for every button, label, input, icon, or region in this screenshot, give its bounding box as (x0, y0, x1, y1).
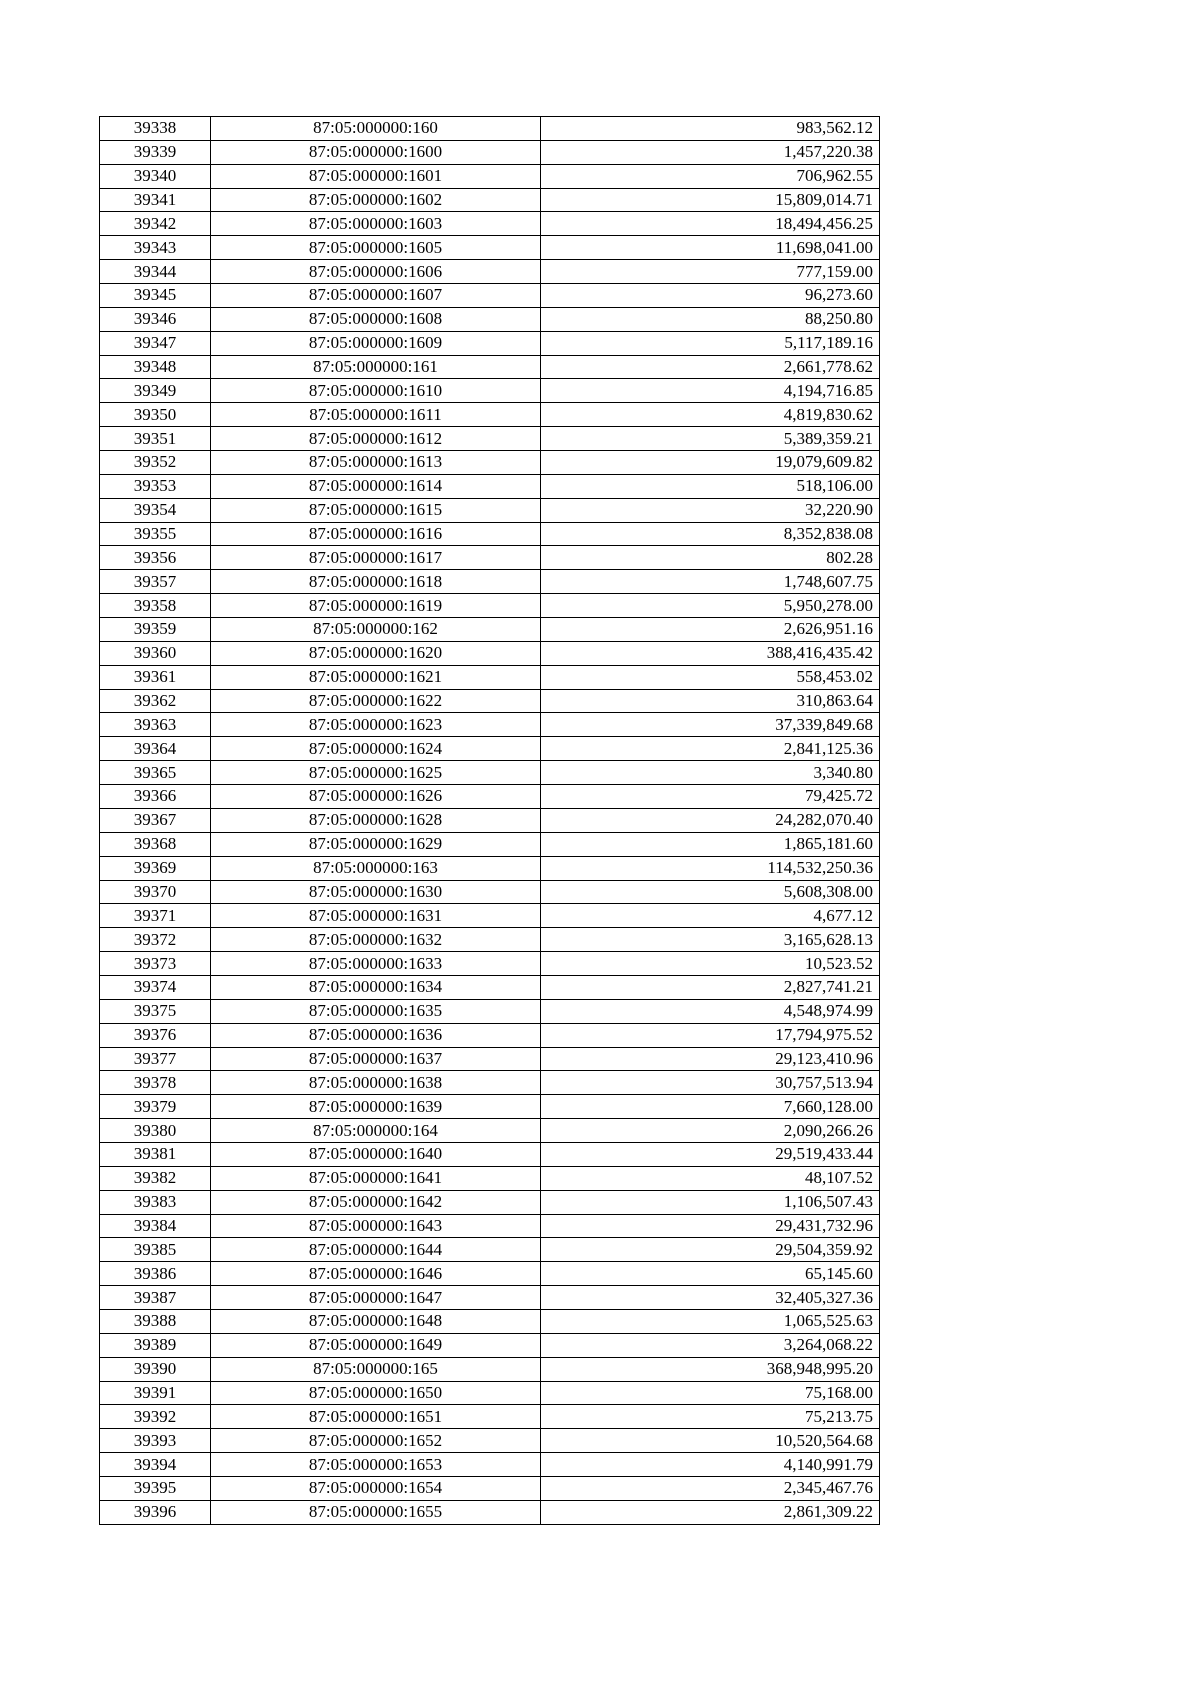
cadastral-number-cell: 87:05:000000:1647 (211, 1286, 541, 1310)
cadastral-value-cell: 4,140,991.79 (541, 1453, 880, 1477)
table-row (100, 379, 880, 403)
cadastral-value-cell: 96,273.60 (541, 284, 880, 308)
table-row (100, 474, 880, 498)
cadastral-value-cell: 29,519,433.44 (541, 1142, 880, 1166)
cadastral-value-cell: 114,532,250.36 (541, 856, 880, 880)
table-row (100, 140, 880, 164)
cadastral-value-cell: 4,194,716.85 (541, 379, 880, 403)
table-row (100, 665, 880, 689)
cadastral-number-cell: 87:05:000000:1616 (211, 522, 541, 546)
cadastral-value-cell: 32,220.90 (541, 498, 880, 522)
cadastral-value-cell: 388,416,435.42 (541, 641, 880, 665)
cadastral-value-table (99, 116, 880, 1525)
cadastral-number-cell: 87:05:000000:1649 (211, 1333, 541, 1357)
cadastral-value-cell: 5,950,278.00 (541, 594, 880, 618)
cadastral-number-cell: 87:05:000000:1621 (211, 665, 541, 689)
cadastral-value-cell: 3,340.80 (541, 761, 880, 785)
row-number-cell: 39373 (100, 952, 211, 976)
row-number-cell: 39376 (100, 1023, 211, 1047)
table-row (100, 1071, 880, 1095)
row-number-cell: 39358 (100, 594, 211, 618)
row-number-cell: 39365 (100, 761, 211, 785)
cadastral-value-cell: 7,660,128.00 (541, 1095, 880, 1119)
cadastral-number-cell: 87:05:000000:1602 (211, 188, 541, 212)
table-row (100, 1309, 880, 1333)
row-number-cell: 39384 (100, 1214, 211, 1238)
row-number-cell: 39344 (100, 260, 211, 284)
cadastral-value-cell: 558,453.02 (541, 665, 880, 689)
table-row (100, 570, 880, 594)
cadastral-value-cell: 2,345,467.76 (541, 1476, 880, 1500)
cadastral-number-cell: 87:05:000000:1623 (211, 713, 541, 737)
row-number-cell: 39396 (100, 1500, 211, 1524)
cadastral-number-cell: 87:05:000000:1632 (211, 928, 541, 952)
cadastral-number-cell: 87:05:000000:1650 (211, 1381, 541, 1405)
cadastral-number-cell: 87:05:000000:1622 (211, 689, 541, 713)
cadastral-value-cell: 310,863.64 (541, 689, 880, 713)
row-number-cell: 39355 (100, 522, 211, 546)
cadastral-number-cell: 87:05:000000:1612 (211, 427, 541, 451)
cadastral-value-cell: 1,065,525.63 (541, 1309, 880, 1333)
table-row (100, 594, 880, 618)
row-number-cell: 39387 (100, 1286, 211, 1310)
row-number-cell: 39347 (100, 331, 211, 355)
cadastral-value-cell: 8,352,838.08 (541, 522, 880, 546)
row-number-cell: 39392 (100, 1405, 211, 1429)
table-row (100, 260, 880, 284)
cadastral-value-cell: 4,548,974.99 (541, 999, 880, 1023)
row-number-cell: 39338 (100, 117, 211, 141)
cadastral-value-cell: 19,079,609.82 (541, 451, 880, 475)
table-row (100, 618, 880, 642)
table-row (100, 522, 880, 546)
row-number-cell: 39381 (100, 1142, 211, 1166)
cadastral-number-cell: 87:05:000000:163 (211, 856, 541, 880)
cadastral-value-cell: 2,626,951.16 (541, 618, 880, 642)
table-row (100, 236, 880, 260)
cadastral-value-cell: 5,608,308.00 (541, 880, 880, 904)
cadastral-number-cell: 87:05:000000:1607 (211, 284, 541, 308)
cadastral-number-cell: 87:05:000000:1636 (211, 1023, 541, 1047)
cadastral-number-cell: 87:05:000000:1630 (211, 880, 541, 904)
cadastral-value-cell: 18,494,456.25 (541, 212, 880, 236)
cadastral-number-cell: 87:05:000000:1655 (211, 1500, 541, 1524)
row-number-cell: 39368 (100, 832, 211, 856)
row-number-cell: 39343 (100, 236, 211, 260)
cadastral-number-cell: 87:05:000000:161 (211, 355, 541, 379)
row-number-cell: 39367 (100, 808, 211, 832)
cadastral-value-cell: 65,145.60 (541, 1262, 880, 1286)
table-row (100, 761, 880, 785)
cadastral-number-cell: 87:05:000000:1635 (211, 999, 541, 1023)
table-row (100, 331, 880, 355)
row-number-cell: 39366 (100, 785, 211, 809)
cadastral-number-cell: 87:05:000000:1644 (211, 1238, 541, 1262)
cadastral-value-cell: 368,948,995.20 (541, 1357, 880, 1381)
table-row (100, 188, 880, 212)
row-number-cell: 39356 (100, 546, 211, 570)
row-number-cell: 39385 (100, 1238, 211, 1262)
row-number-cell: 39375 (100, 999, 211, 1023)
cadastral-value-cell: 79,425.72 (541, 785, 880, 809)
table-row (100, 1333, 880, 1357)
cadastral-value-cell: 4,819,830.62 (541, 403, 880, 427)
cadastral-number-cell: 87:05:000000:1620 (211, 641, 541, 665)
cadastral-value-cell: 29,504,359.92 (541, 1238, 880, 1262)
cadastral-value-cell: 88,250.80 (541, 307, 880, 331)
table-row (100, 785, 880, 809)
table-row (100, 1476, 880, 1500)
cadastral-value-cell: 17,794,975.52 (541, 1023, 880, 1047)
cadastral-number-cell: 87:05:000000:1646 (211, 1262, 541, 1286)
cadastral-number-cell: 87:05:000000:1601 (211, 164, 541, 188)
cadastral-number-cell: 87:05:000000:1637 (211, 1047, 541, 1071)
cadastral-value-cell: 3,165,628.13 (541, 928, 880, 952)
cadastral-number-cell: 87:05:000000:162 (211, 618, 541, 642)
row-number-cell: 39348 (100, 355, 211, 379)
row-number-cell: 39345 (100, 284, 211, 308)
row-number-cell: 39350 (100, 403, 211, 427)
cadastral-value-cell: 24,282,070.40 (541, 808, 880, 832)
table-row (100, 713, 880, 737)
cadastral-number-cell: 87:05:000000:1643 (211, 1214, 541, 1238)
cadastral-number-cell: 87:05:000000:1641 (211, 1166, 541, 1190)
row-number-cell: 39349 (100, 379, 211, 403)
row-number-cell: 39342 (100, 212, 211, 236)
row-number-cell: 39390 (100, 1357, 211, 1381)
cadastral-number-cell: 87:05:000000:1606 (211, 260, 541, 284)
cadastral-number-cell: 87:05:000000:1626 (211, 785, 541, 809)
row-number-cell: 39377 (100, 1047, 211, 1071)
table-row (100, 1500, 880, 1524)
cadastral-number-cell: 87:05:000000:1614 (211, 474, 541, 498)
cadastral-number-cell: 87:05:000000:1605 (211, 236, 541, 260)
cadastral-number-cell: 87:05:000000:1610 (211, 379, 541, 403)
table-row (100, 284, 880, 308)
cadastral-number-cell: 87:05:000000:1654 (211, 1476, 541, 1500)
table-row (100, 975, 880, 999)
row-number-cell: 39395 (100, 1476, 211, 1500)
table-row (100, 808, 880, 832)
table-row (100, 1190, 880, 1214)
cadastral-number-cell: 87:05:000000:1608 (211, 307, 541, 331)
table-row (100, 117, 880, 141)
cadastral-value-cell: 777,159.00 (541, 260, 880, 284)
table-row (100, 546, 880, 570)
row-number-cell: 39372 (100, 928, 211, 952)
row-number-cell: 39391 (100, 1381, 211, 1405)
cadastral-number-cell: 87:05:000000:1613 (211, 451, 541, 475)
cadastral-number-cell: 87:05:000000:1600 (211, 140, 541, 164)
table-row (100, 1381, 880, 1405)
table-row (100, 427, 880, 451)
cadastral-value-cell: 29,431,732.96 (541, 1214, 880, 1238)
cadastral-value-cell: 2,661,778.62 (541, 355, 880, 379)
row-number-cell: 39386 (100, 1262, 211, 1286)
cadastral-value-cell: 1,106,507.43 (541, 1190, 880, 1214)
cadastral-number-cell: 87:05:000000:1648 (211, 1309, 541, 1333)
cadastral-number-cell: 87:05:000000:1615 (211, 498, 541, 522)
row-number-cell: 39369 (100, 856, 211, 880)
cadastral-number-cell: 87:05:000000:1638 (211, 1071, 541, 1095)
table-row (100, 1405, 880, 1429)
cadastral-value-cell: 5,117,189.16 (541, 331, 880, 355)
cadastral-number-cell: 87:05:000000:1652 (211, 1429, 541, 1453)
table-row (100, 451, 880, 475)
table-body (100, 117, 880, 1525)
row-number-cell: 39379 (100, 1095, 211, 1119)
cadastral-number-cell: 87:05:000000:1629 (211, 832, 541, 856)
cadastral-number-cell: 87:05:000000:1639 (211, 1095, 541, 1119)
cadastral-value-cell: 1,457,220.38 (541, 140, 880, 164)
cadastral-number-cell: 87:05:000000:1633 (211, 952, 541, 976)
table-row (100, 498, 880, 522)
cadastral-value-cell: 2,090,266.26 (541, 1119, 880, 1143)
row-number-cell: 39363 (100, 713, 211, 737)
table-row (100, 164, 880, 188)
cadastral-number-cell: 87:05:000000:165 (211, 1357, 541, 1381)
cadastral-value-cell: 10,520,564.68 (541, 1429, 880, 1453)
row-number-cell: 39352 (100, 451, 211, 475)
table-row (100, 928, 880, 952)
table-row (100, 1214, 880, 1238)
table-row (100, 1453, 880, 1477)
table-row (100, 212, 880, 236)
table-row (100, 307, 880, 331)
row-number-cell: 39351 (100, 427, 211, 451)
cadastral-number-cell: 87:05:000000:1651 (211, 1405, 541, 1429)
row-number-cell: 39388 (100, 1309, 211, 1333)
cadastral-number-cell: 87:05:000000:1619 (211, 594, 541, 618)
table-row (100, 832, 880, 856)
table-row (100, 880, 880, 904)
row-number-cell: 39389 (100, 1333, 211, 1357)
cadastral-value-cell: 3,264,068.22 (541, 1333, 880, 1357)
cadastral-number-cell: 87:05:000000:1624 (211, 737, 541, 761)
cadastral-value-cell: 706,962.55 (541, 164, 880, 188)
row-number-cell: 39371 (100, 904, 211, 928)
cadastral-value-cell: 802.28 (541, 546, 880, 570)
cadastral-number-cell: 87:05:000000:1628 (211, 808, 541, 832)
cadastral-number-cell: 87:05:000000:1653 (211, 1453, 541, 1477)
row-number-cell: 39393 (100, 1429, 211, 1453)
cadastral-number-cell: 87:05:000000:1631 (211, 904, 541, 928)
cadastral-value-cell: 32,405,327.36 (541, 1286, 880, 1310)
row-number-cell: 39359 (100, 618, 211, 642)
row-number-cell: 39361 (100, 665, 211, 689)
cadastral-number-cell: 87:05:000000:164 (211, 1119, 541, 1143)
row-number-cell: 39370 (100, 880, 211, 904)
table-row (100, 641, 880, 665)
row-number-cell: 39382 (100, 1166, 211, 1190)
table-row (100, 1262, 880, 1286)
table-row (100, 1047, 880, 1071)
table-row (100, 1023, 880, 1047)
cadastral-number-cell: 87:05:000000:1617 (211, 546, 541, 570)
cadastral-value-cell: 48,107.52 (541, 1166, 880, 1190)
row-number-cell: 39357 (100, 570, 211, 594)
row-number-cell: 39346 (100, 307, 211, 331)
cadastral-number-cell: 87:05:000000:1640 (211, 1142, 541, 1166)
cadastral-value-cell: 37,339,849.68 (541, 713, 880, 737)
row-number-cell: 39339 (100, 140, 211, 164)
cadastral-number-cell: 87:05:000000:1634 (211, 975, 541, 999)
row-number-cell: 39353 (100, 474, 211, 498)
cadastral-number-cell: 87:05:000000:1625 (211, 761, 541, 785)
cadastral-number-cell: 87:05:000000:1611 (211, 403, 541, 427)
table-row (100, 1357, 880, 1381)
row-number-cell: 39354 (100, 498, 211, 522)
cadastral-number-cell: 87:05:000000:160 (211, 117, 541, 141)
cadastral-number-cell: 87:05:000000:1642 (211, 1190, 541, 1214)
cadastral-value-cell: 11,698,041.00 (541, 236, 880, 260)
cadastral-value-cell: 29,123,410.96 (541, 1047, 880, 1071)
row-number-cell: 39362 (100, 689, 211, 713)
table-row (100, 904, 880, 928)
cadastral-value-cell: 15,809,014.71 (541, 188, 880, 212)
table-row (100, 999, 880, 1023)
cadastral-value-cell: 983,562.12 (541, 117, 880, 141)
cadastral-value-cell: 2,827,741.21 (541, 975, 880, 999)
cadastral-number-cell: 87:05:000000:1603 (211, 212, 541, 236)
cadastral-value-cell: 30,757,513.94 (541, 1071, 880, 1095)
cadastral-value-cell: 5,389,359.21 (541, 427, 880, 451)
cadastral-value-cell: 75,168.00 (541, 1381, 880, 1405)
cadastral-value-cell: 10,523.52 (541, 952, 880, 976)
row-number-cell: 39380 (100, 1119, 211, 1143)
table-row (100, 403, 880, 427)
table-row (100, 856, 880, 880)
table-row (100, 689, 880, 713)
row-number-cell: 39341 (100, 188, 211, 212)
row-number-cell: 39364 (100, 737, 211, 761)
cadastral-value-cell: 1,748,607.75 (541, 570, 880, 594)
row-number-cell: 39383 (100, 1190, 211, 1214)
cadastral-value-cell: 518,106.00 (541, 474, 880, 498)
cadastral-value-cell: 2,841,125.36 (541, 737, 880, 761)
row-number-cell: 39378 (100, 1071, 211, 1095)
table-row (100, 1095, 880, 1119)
cadastral-number-cell: 87:05:000000:1609 (211, 331, 541, 355)
cadastral-value-cell: 1,865,181.60 (541, 832, 880, 856)
table-row (100, 1429, 880, 1453)
table-row (100, 1166, 880, 1190)
row-number-cell: 39360 (100, 641, 211, 665)
table-row (100, 1119, 880, 1143)
table-row (100, 1238, 880, 1262)
cadastral-value-cell: 4,677.12 (541, 904, 880, 928)
row-number-cell: 39374 (100, 975, 211, 999)
row-number-cell: 39394 (100, 1453, 211, 1477)
table-row (100, 1286, 880, 1310)
table-row (100, 737, 880, 761)
table-row (100, 1142, 880, 1166)
table-row (100, 952, 880, 976)
cadastral-value-cell: 75,213.75 (541, 1405, 880, 1429)
row-number-cell: 39340 (100, 164, 211, 188)
cadastral-number-cell: 87:05:000000:1618 (211, 570, 541, 594)
cadastral-value-cell: 2,861,309.22 (541, 1500, 880, 1524)
table-row (100, 355, 880, 379)
